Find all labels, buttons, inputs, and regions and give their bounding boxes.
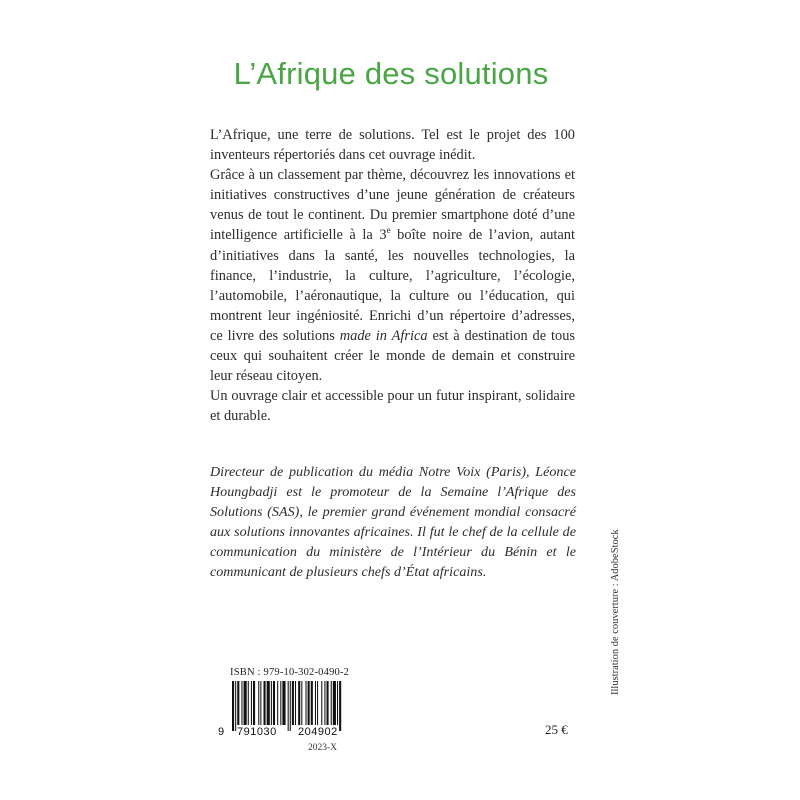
book-blurb <box>210 125 575 426</box>
blurb-p2-part-b: boîte noire de l’avion, autant d’initiatives dans la santé, les nouvelles technologies, la finance, l’industrie, la culture, l’agriculture, l’écologie, l’automobile, l’aéronautique, la culture ou l’éducation, qui montrent leur ingéniosité. Enrichi d’un répertoire d’adresses, ce livre des solutions <box>210 227 576 344</box>
isbn-label: ISBN : 979-10-302-0490-2 <box>230 667 350 678</box>
edition-code: 2023-X <box>308 743 338 753</box>
blurb-paragraph-2 <box>210 165 575 386</box>
cover-illustration-credit: Illustration de couverture : AdobeStock <box>610 529 621 695</box>
barcode <box>226 681 362 731</box>
barcode-bars <box>226 681 362 731</box>
barcode-digits-right: 204902 <box>298 726 338 738</box>
blurb-p2-italic: made in Africa <box>339 327 428 344</box>
blurb-p2-part-a: Grâce à un classement par thème, découvrez les innovations et initiatives constructives d’une jeune génération de créateurs venus de tout le continent. Du premier smartphone doté d’une intelligence artificielle à la 3 <box>210 167 575 244</box>
author-bio: Directeur de publication du média Notre Voix (Paris), Léonce Houngbadji est le promoteur de la Semaine l’Afrique des Solutions (SAS), le premier grand événement mondial consacré aux solutions innovantes africaines. Il fut le chef de la cellule de communication du ministère de l’Intérieur du Bénin et le communicant de plusieurs chefs d’État africains. <box>210 464 576 581</box>
barcode-digits-left: 791030 <box>237 726 277 738</box>
blurb-paragraph-1: L’Afrique, une terre de solutions. Tel est le projet des 100 inventeurs répertoriés dans cet ouvrage inédit. <box>210 127 575 164</box>
blurb-p2-part-c: est à destination de tous ceux qui souhaitent créer le monde de demain et construire leur réseau citoyen. <box>210 327 575 385</box>
ordinal-superscript: e <box>386 225 391 236</box>
book-title: L’Afrique des solutions <box>233 56 549 91</box>
book-price: 25 € <box>545 722 568 737</box>
barcode-digit-lead: 9 <box>218 726 225 738</box>
blurb-paragraph-3: Un ouvrage clair et accessible pour un futur inspirant, solidaire et durable. <box>210 388 575 425</box>
